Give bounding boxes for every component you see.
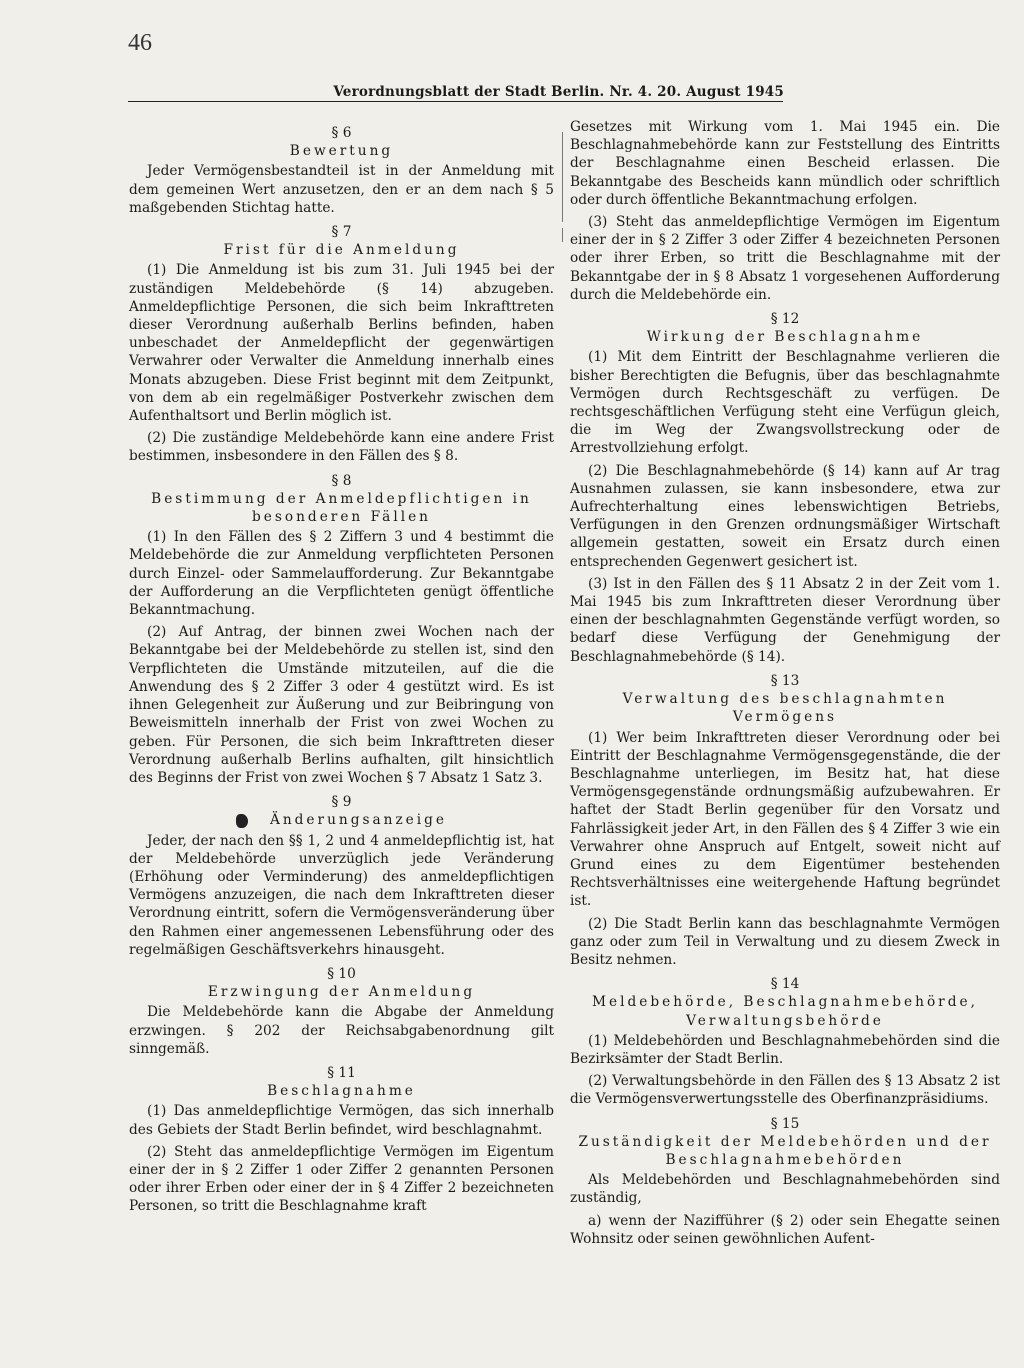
section-title: Bestimmung der Anmeldepflichtigen in besonderen Fällen (151, 490, 532, 526)
section-title: Erzwingung der Anmeldung (207, 984, 476, 1001)
section-number: § 12 (770, 311, 800, 328)
paragraph: Jeder, der nach den §§ 1, 2 und 4 anmeldepflichtig ist, hat der Meldebehörde unverzüglich jede Veränderung (Erhöhung oder Verminderung) des anmeldepflichtigen Vermögens anzuzeigen, die nach dem Inkrafttreten dieser Verordnung eintritt, sofern die Vermögensveränderung über den Rahmen einer angemessenen Lebensführung oder des regelmäßigen Geschäftsverkehrs hinausgeht. (129, 832, 554, 958)
section-number: § 15 (770, 1115, 800, 1132)
paragraph: Die Meldebehörde kann die Abgabe der Anmeldung erzwingen. § 202 der Reichsabgabenordnung gilt sinngemäß. (129, 1004, 554, 1057)
paragraph: (1) Mit dem Eintritt der Beschlagnahme verlieren die bisher Berechtigten die Befugnis, über das beschlagnahmte Vermögen durch Rechtsgeschäft zu verfügen. De rechtsgeschäftlichen Verfügung steht eine Verfügun gleich, die im Weg der Zwangsvollstreckung oder de Arrestvollziehung erfolgt. (570, 349, 1000, 457)
section-number: § 11 (327, 1064, 356, 1081)
paragraph: (3) Ist in den Fällen des § 11 Absatz 2 in der Zeit vom 1. Mai 1945 bis zum Inkrafttreten dieser Verordnung über einen der beschlagnahmten Gegenstände verfügt worden, so bedarf diese Verfügung der Genehmigung der Beschlagnahmebehörde (§ 14). (570, 575, 1000, 665)
section-number: § 10 (327, 965, 356, 982)
paragraph: Jeder Vermögensbestandteil ist in der Anmeldung mit dem gemeinen Wert anzusetzen, den er an dem nach § 5 maßgebenden Stichtag hatte. (129, 163, 554, 216)
paragraph: (1) Die Anmeldung ist bis zum 31. Juli 1945 bei der zuständigen Meldebehörde (§ 14) abzugeben. Anmeldepflichtige Personen, die sich beim Inkrafttreten dieser Verordnung außerhalb Berlins befinden, haben unbeschadet der Anmeldepflicht der gegenwärtigen Verwahrer oder Verwalter die Anmeldung innerhalb eines Monats abzugeben. Diese Frist beginnt mit dem Zeitpunkt, von dem ab ein regelmäßiger Postverkehr zwischen dem Aufenthaltsort und Berlin möglich ist. (129, 262, 554, 425)
section-10 (129, 965, 554, 1058)
paragraph: Als Meldebehörden und Beschlagnahmebehörden sind zuständig, (570, 1172, 1000, 1207)
left-column (129, 118, 554, 1220)
section-title: Bewertung (289, 143, 394, 160)
running-head: Verordnungsblatt der Stadt Berlin. Nr. 4. 20. August 1945 (333, 84, 784, 100)
page-number: 46 (128, 30, 152, 56)
paragraph: (1) In den Fällen des § 2 Ziffern 3 und 4 bestimmt die Meldebehörde die zur Anmeldung verpflichteten Personen durch Einzel- oder Sammelaufforderung. Zur Bekanntgabe der Aufforderung an die Verpflichteten genügt öffentliche Bekanntmachung. (129, 529, 554, 619)
section-number: § 14 (770, 976, 800, 993)
ink-blot-icon (236, 814, 248, 828)
section-8 (129, 472, 554, 787)
paragraph: (1) Meldebehörden und Beschlagnahmebehörden sind die Bezirksämter der Stadt Berlin. (570, 1032, 1000, 1067)
section-title: Änderungsanzeige (269, 812, 448, 829)
section-title: Beschlagnahme (267, 1083, 416, 1100)
section-number: § 9 (331, 794, 352, 811)
section-13 (570, 672, 1000, 969)
section-15 (570, 1115, 1000, 1248)
section-9 (129, 793, 554, 959)
section-12 (570, 310, 1000, 666)
paragraph: (2) Steht das anmeldepflichtige Vermögen im Eigentum einer der in § 2 Ziffer 1 oder Ziffer 2 genannten Personen oder ihrer Erben oder einer der in § 4 Ziffer 2 bezeichneten Personen, so tritt die Beschlagnahme kraft (129, 1143, 554, 1215)
paragraph: (1) Das anmeldepflichtige Vermögen, das sich innerhalb des Gebiets der Stadt Berlin befindet, wird beschlagnahmt. (129, 1103, 554, 1138)
continuation-paragraph: Gesetzes mit Wirkung vom 1. Mai 1945 ein. Die Beschlagnahmebehörde kann zur Feststellung des Eintritts der Beschlagnahme einen Bescheid erlassen. Die Bekanntgabe des Bescheids kann mündlich oder schriftlich oder durch öffentliche Bekanntmachung erfolgen. (570, 119, 1000, 208)
section-number: § 7 (331, 224, 352, 241)
paragraph: a) wenn der Nazifführer (§ 2) oder sein Ehegatte seinen Wohnsitz oder seinen gewöhnlichen Aufent- (570, 1212, 1000, 1247)
column-margin-mark (562, 228, 563, 242)
column-margin-mark (562, 132, 563, 222)
section-11 (129, 1064, 554, 1216)
section-title: Frist für die Anmeldung (223, 242, 460, 259)
continuation-paragraph: (3) Steht das anmeldepflichtige Vermögen im Eigentum einer der in § 2 Ziffer 3 oder Ziffer 4 bezeichneten Personen oder ihrer Erben, so tritt die Beschlagnahme mit der Bekanntgabe der in § 8 Absatz 1 vorgesehenen Aufforderung durch die Meldebehörde ein. (570, 214, 1000, 303)
paragraph: (2) Die Stadt Berlin kann das beschlagnahmte Vermögen ganz oder zum Teil in Verwaltung und zu diesem Zweck in Besitz nehmen. (570, 915, 1000, 968)
section-title-row (129, 811, 554, 829)
section-title: Verwaltung des beschlagnahmten Vermögens (622, 691, 948, 726)
section-7 (129, 223, 554, 466)
section-number: § 13 (770, 672, 800, 689)
section-14 (570, 975, 1000, 1108)
section-number: § 6 (331, 125, 352, 141)
paragraph: (2) Die zuständige Meldebehörde kann eine andere Frist bestimmen, insbesondere in den Fällen des § 8. (129, 430, 554, 465)
section-6 (129, 124, 554, 217)
header-rule (128, 101, 783, 102)
section-number: § 8 (331, 472, 352, 489)
paragraph: (2) Verwaltungsbehörde in den Fällen des § 13 Absatz 2 ist die Vermögensverwertungsstelle des Oberfinanzpräsidiums. (570, 1073, 1000, 1108)
section-title: Meldebehörde, Beschlagnahmebehörde, Verwaltungsbehörde (592, 994, 978, 1029)
section-title: Wirkung der Beschlagnahme (646, 329, 924, 346)
right-column (570, 118, 1000, 1252)
paragraph: (2) Auf Antrag, der binnen zwei Wochen nach der Bekanntgabe bei der Meldebehörde zu stellen ist, sind den Verpflichteten die Umstände mitzuteilen, auf die die Anwendung des § 2 Ziffer 3 oder 4 gestützt wird. Es ist ihnen Gelegenheit zur Äußerung und zur Beibringung von Beweismitteln innerhalb der Frist von zwei Wochen zu geben. Für Personen, die sich beim Inkrafttreten dieser Verordnung außerhalb Berlins aufhalten, gilt hinsichtlich des Beginns der Frist von zwei Wochen § 7 Absatz 1 Satz 3. (129, 624, 554, 786)
section-title: Zuständigkeit der Meldebehörden und der Beschlagnahmebehörden (578, 1133, 992, 1168)
paragraph: (2) Die Beschlagnahmebehörde (§ 14) kann auf Ar trag Ausnahmen zulassen, sie kann insbesondere, etwa zur Aufrechterhaltung eines lebenswichtigen Betriebs, Verfügungen in den Grenzen ordnungsmäßiger Wirtschaft allgemein gestatten, soweit ein Ersatz durch einen entsprechenden Gegenwert gesichert ist. (570, 462, 1000, 570)
paragraph: (1) Wer beim Inkrafttreten dieser Verordnung oder bei Eintritt der Beschlagnahme Vermögensgegenstände, die der Beschlagnahme unterliegen, im Besitz hat, hat diese Vermögensgegenstände ordnungsmäßig aufzubewahren. Er haftet der Stadt Berlin gegenüber für den Vorsatz und Fahrlässigkeit jeder Art, in den Fällen des § 4 Ziffer 3 wie ein Verwahrer ohne Anspruch auf Entgelt, soweit nicht auf Grund eines zu dem Eigentümer bestehenden Rechtsverhältnisses eine weitergehende Haftung begründet ist. (570, 729, 1000, 910)
